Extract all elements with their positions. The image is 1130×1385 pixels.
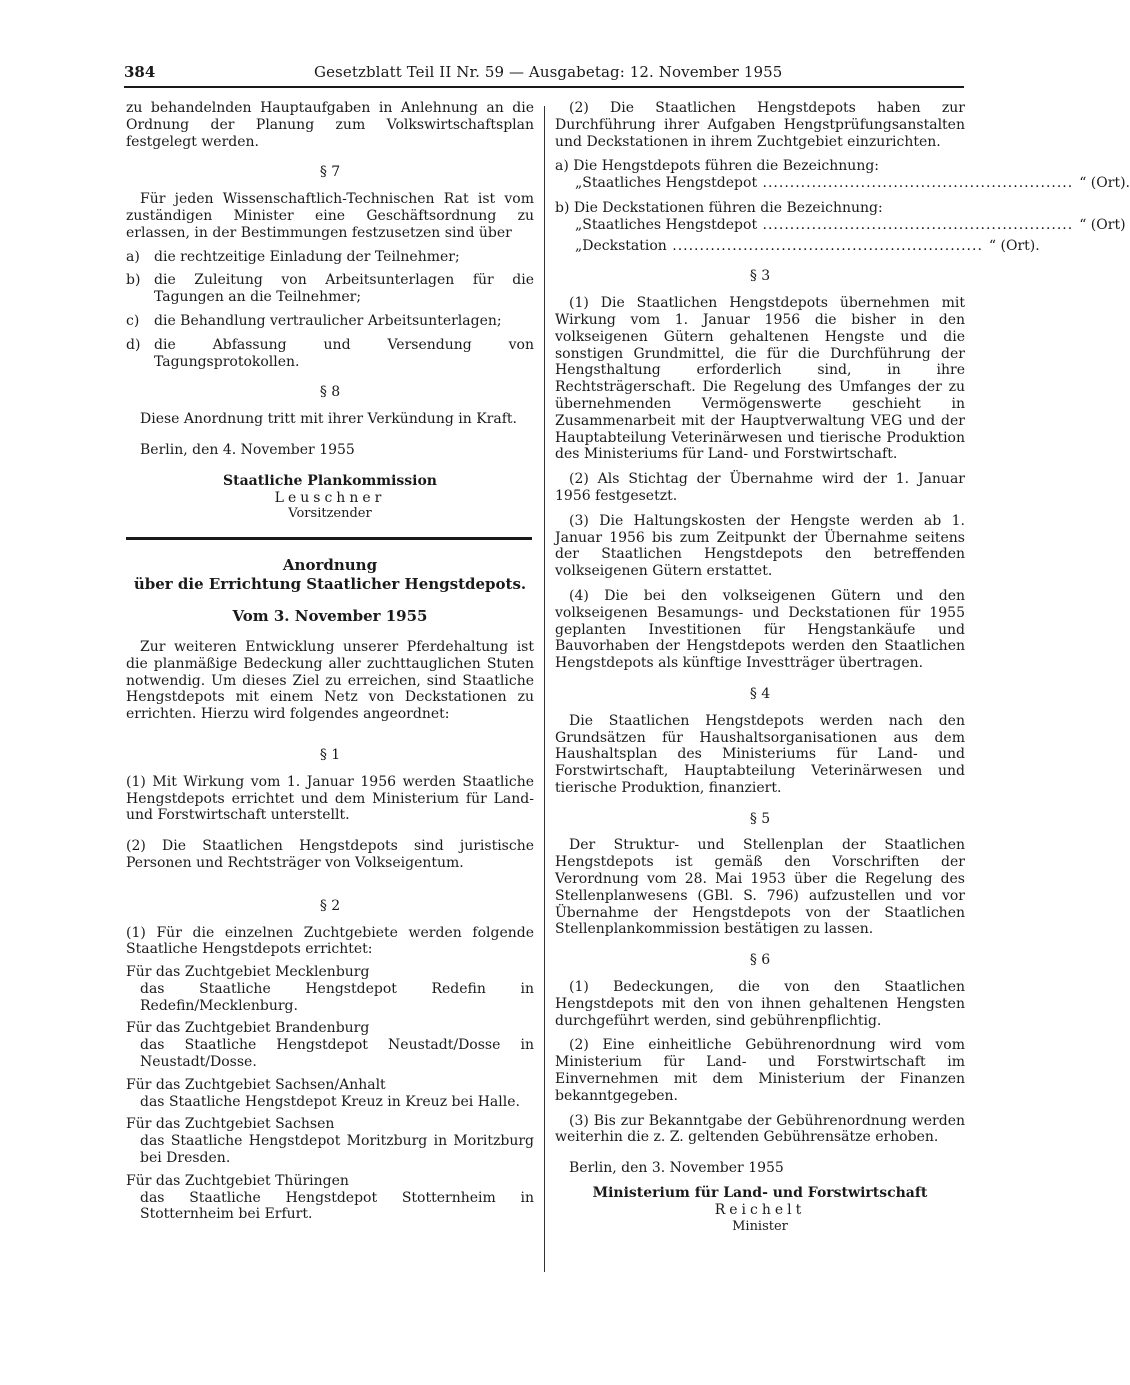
- zone-area: Für das Zuchtgebiet Sachsen: [126, 1116, 335, 1133]
- list-item: [126, 313, 534, 330]
- section-4-text: Die Staatlichen Hengstdepots werden nach den Grundsätzen für Haushaltsorganisationen aus dem Haushaltsplan des Ministeriums für Land- und Forstwirtschaft, Hauptabteilung Veterinärwesen und tierische Produktion, finanziert.: [555, 712, 965, 796]
- section-1-p1: (1) Mit Wirkung vom 1. Januar 1956 werden Staatliche Hengstdepots errichtet und dem Ministerium für Land- und Forstwirtschaft unterstellt.: [126, 773, 534, 824]
- section-heading-7: § 7: [319, 164, 341, 181]
- list-item: [126, 249, 534, 266]
- signature-role: Minister: [732, 1218, 788, 1234]
- fill-dots: .........................................................: [757, 216, 1074, 233]
- section-3-p2: (2) Als Stichtag der Übernahme wird der 1. Januar 1956 festgesetzt.: [555, 471, 965, 504]
- header-rule: [124, 86, 964, 88]
- list-item: [126, 337, 534, 371]
- designation-b-line2: [555, 237, 1040, 255]
- signature-name: Reichelt: [714, 1201, 806, 1218]
- place-date: Berlin, den 4. November 1955: [140, 441, 355, 458]
- zone-depot: das Staatliche Hengstdepot Stotternheim in Stotternheim bei Erfurt.: [140, 1189, 534, 1223]
- zone-area: Für das Zuchtgebiet Thüringen: [126, 1172, 349, 1189]
- section-2-p2: (2) Die Staatlichen Hengstdepots haben zur Durchführung ihrer Aufgaben Hengstprüfungsanstalten und Deckstationen in ihrem Zuchtgebiet einzurichten.: [555, 100, 965, 150]
- designation-a-suffix: “ (Ort).: [1079, 175, 1130, 192]
- signature-name: Leuschner: [274, 489, 386, 506]
- designation-a: [555, 158, 1130, 192]
- zone-depot: das Staatliche Hengstdepot Redefin in Redefin/Mecklenburg.: [140, 980, 534, 1014]
- zone-area: Für das Zuchtgebiet Mecklenburg: [126, 964, 370, 981]
- section-heading-1: § 1: [319, 746, 341, 763]
- intro-paragraph: zu behandelnden Hauptaufgaben in Anlehnung an die Ordnung der Planung zum Volkswirtschaftsplan festgelegt werden.: [126, 100, 534, 150]
- column-divider: [544, 106, 545, 1272]
- decree-title-line2: über die Errichtung Staatlicher Hengstdepots.: [133, 575, 527, 594]
- section-1-p2: (2) Die Staatlichen Hengstdepots sind juristische Personen und Rechtsträger von Volkseigentum.: [126, 838, 534, 871]
- zone-area: Für das Zuchtgebiet Sachsen/Anhalt: [126, 1076, 386, 1093]
- decree-preamble: Zur weiteren Entwicklung unserer Pferdehaltung ist die planmäßige Bedeckung aller zuchttauglichen Stuten notwendig. Um dieses Ziel zu erreichen, sind Staatliche Hengstdepots mit einem Netz von Deckstationen zu errichten. Hierzu wird folgendes angeordnet:: [126, 638, 534, 723]
- section-7-text: Für jeden Wissenschaftlich-Technischen Rat ist vom zuständigen Minister eine Geschäftsordnung zu erlassen, in der Bestimmungen festzusetzen sind über: [126, 191, 534, 241]
- designation-a-line: [555, 175, 1130, 192]
- list-key: b): [126, 272, 141, 289]
- signature-block: [555, 1185, 965, 1235]
- list-item: [126, 272, 534, 306]
- signature-org: Ministerium für Land- und Forstwirtschaft: [592, 1185, 928, 1202]
- designation-b-suffix2: “ (Ort).: [988, 237, 1040, 254]
- designation-b-line1: [555, 216, 1126, 234]
- list-key: a): [126, 248, 140, 265]
- section-8-text: Diese Anordnung tritt mit ihrer Verkündung in Kraft.: [140, 411, 517, 428]
- designation-b-name2: „Deckstation: [575, 237, 667, 254]
- running-header: [124, 61, 964, 85]
- section-heading-4: § 4: [749, 685, 771, 702]
- list-key: c): [126, 312, 140, 329]
- section-7-list: [126, 249, 534, 371]
- designation-a-name: „Staatliches Hengstdepot: [575, 175, 758, 192]
- list-text: die Behandlung vertraulicher Arbeitsunterlagen;: [154, 312, 502, 329]
- fill-dots: .........................................................: [757, 175, 1074, 192]
- section-6-p1: (1) Bedeckungen, die von den Staatlichen Hengstdepots mit den von ihnen gehaltenen Hengsten durchgeführt werden, sind gebührenpflichtig.: [555, 979, 965, 1029]
- breeding-zone: [126, 1077, 534, 1111]
- left-column: [126, 100, 534, 1223]
- section-5-text: Der Struktur- und Stellenplan der Staatlichen Hengstdepots ist gemäß den Vorschriften der Verordnung vom 28. Mai 1953 über die Regelung des Stellenplanwesens (GBl. S. 796) aufzustellen und vor Übernahme der Hengstdepots von der Staatlichen Stellenplankommission bestätigen zu lassen.: [555, 837, 965, 938]
- decree-title: [126, 556, 534, 594]
- right-column: [555, 100, 1130, 1235]
- signature-org: Staatliche Plankommission: [223, 472, 437, 489]
- designation-b-suffix1: “ (Ort): [1079, 216, 1126, 233]
- signature-block: [126, 473, 534, 523]
- decree-title-line1: Anordnung: [282, 556, 378, 575]
- section-3-p1: (1) Die Staatlichen Hengstdepots übernehmen mit Wirkung vom 1. Januar 1956 die bisher in den volkseigenen Gütern gehaltenen Hengste und die sonstigen Grundmittel, die für die Durchführung der Hengsthaltung erforderlich sind, in ihre Rechtsträgerschaft. Die Regelung des Umfanges der zu übernehmenden Vermögenswerte geschieht in Zusammenarbeit mit der Hauptverwaltung VEG und der Hauptabteilung Veterinärwesen und tierische Produktion des Ministeriums für Land- und Forstwirtschaft.: [555, 295, 965, 463]
- section-heading-5: § 5: [749, 810, 771, 827]
- fill-dots: .........................................................: [666, 237, 983, 254]
- section-divider: [126, 537, 532, 540]
- decree-date: Vom 3. November 1955: [232, 607, 428, 626]
- section-3-p4: (4) Die bei den volkseigenen Gütern und den volkseigenen Besamungs- und Deckstationen für 1955 geplanten Investitionen für Hengstankäufe und Bauvorhaben der Hengstdepots werden den Staatlichen Hengstdepots als künftige Investträger übertragen.: [555, 587, 965, 672]
- designation-b-name1: „Staatliches Hengstdepot: [575, 216, 758, 233]
- breeding-zone: [126, 1020, 534, 1070]
- section-6-p2: (2) Eine einheitliche Gebührenordnung wird vom Ministerium für Land- und Forstwirtschaft im Einvernehmen mit dem Ministerium der Finanzen bekanntgegeben.: [555, 1037, 965, 1104]
- designation-b-label: b) Die Deckstationen führen die Bezeichnung:: [555, 199, 883, 216]
- section-6-p3: (3) Bis zur Bekanntgabe der Gebührenordnung werden weiterhin die z. Z. geltenden Gebührensätze erhoben.: [555, 1112, 965, 1146]
- list-text: die Zuleitung von Arbeitsunterlagen für die Tagungen an die Teilnehmer;: [154, 272, 534, 306]
- header-title: Gesetzblatt Teil II Nr. 59 — Ausgabetag: 12. November 1955: [314, 63, 783, 81]
- section-2-p1: (1) Für die einzelnen Zuchtgebiete werden folgende Staatliche Hengstdepots errichtet:: [126, 924, 534, 958]
- section-3-p3: (3) Die Haltungskosten der Hengste werden ab 1. Januar 1956 bis zum Zeitpunkt der Übernahme seitens der Staatlichen Hengstdepots den betreffenden volkseigenen Gütern erstattet.: [555, 512, 965, 580]
- zone-depot: das Staatliche Hengstdepot Moritzburg in Moritzburg bei Dresden.: [140, 1133, 534, 1167]
- section-heading-3: § 3: [749, 268, 771, 285]
- breeding-zone: [126, 1116, 534, 1166]
- designation-a-label: a) Die Hengstdepots führen die Bezeichnung:: [555, 158, 880, 175]
- section-heading-8: § 8: [319, 384, 341, 401]
- page-number: 384: [124, 63, 156, 81]
- section-heading-6: § 6: [749, 952, 771, 969]
- section-heading-2: § 2: [319, 897, 341, 914]
- breeding-zone: [126, 964, 534, 1014]
- zone-depot: das Staatliche Hengstdepot Neustadt/Dosse in Neustadt/Dosse.: [140, 1037, 534, 1071]
- zone-depot: das Staatliche Hengstdepot Kreuz in Kreuz bei Halle.: [140, 1093, 520, 1110]
- list-text: die rechtzeitige Einladung der Teilnehmer;: [154, 248, 460, 265]
- list-text: die Abfassung und Versendung von Tagungsprotokollen.: [154, 336, 534, 370]
- designation-b: [555, 199, 1126, 254]
- zone-area: Für das Zuchtgebiet Brandenburg: [126, 1020, 370, 1037]
- place-date: Berlin, den 3. November 1955: [569, 1160, 784, 1177]
- breeding-zone: [126, 1173, 534, 1223]
- list-key: d): [126, 336, 141, 353]
- signature-role: Vorsitzender: [288, 506, 372, 522]
